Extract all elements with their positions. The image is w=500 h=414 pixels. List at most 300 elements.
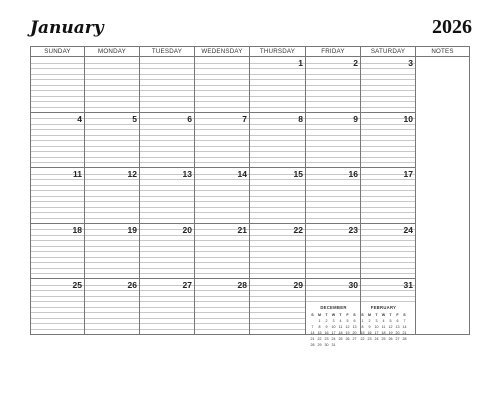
writing-line [85,318,139,319]
day-number: 1 [298,58,303,68]
mini-day: 8 [361,325,364,329]
writing-line [195,101,249,102]
day-cell[interactable] [195,224,250,280]
writing-line [250,212,305,213]
writing-line [140,162,194,163]
writing-line [306,246,360,247]
writing-line [306,301,360,302]
day-number: 12 [127,169,137,179]
mini-day [351,342,358,348]
writing-line [140,318,194,319]
writing-line [85,262,139,263]
day-cell[interactable] [361,57,416,113]
writing-line [195,157,249,158]
writing-line [250,201,305,202]
day-number: 7 [242,113,247,124]
writing-line [140,196,194,197]
writing-line [31,179,84,180]
weekday-header: TUESDAY [140,46,195,57]
writing-line [31,63,84,64]
mini-day: 2 [368,319,371,323]
writing-line [195,273,249,274]
writing-line [250,101,305,102]
writing-line [361,196,415,197]
writing-line [250,124,305,125]
mini-day: 2 [325,319,328,323]
mini-day: 7 [311,325,314,329]
writing-line [85,135,139,136]
writing-line [306,290,360,291]
mini-day [344,342,351,348]
writing-line [361,246,415,247]
writing-line [140,90,194,91]
writing-line [85,251,139,252]
day-number: 3 [408,58,413,68]
empty-day-cell[interactable] [195,57,250,113]
writing-line [140,312,194,313]
mini-day: 14 [310,331,315,335]
day-cell[interactable] [195,168,250,224]
writing-line [361,129,415,130]
day-number: 28 [237,280,247,290]
day-cell[interactable] [85,113,140,169]
writing-line [31,262,84,263]
mini-day: 11 [338,325,343,329]
writing-line [140,74,194,75]
mini-weekday: W [381,313,386,317]
writing-line [195,251,249,252]
mini-day: 10 [374,325,379,329]
writing-line [361,135,415,136]
writing-line [31,68,84,69]
writing-line [31,196,84,197]
writing-line [31,90,84,91]
day-number: 25 [72,280,82,290]
writing-line [85,74,139,75]
mini-day: 1 [318,319,321,323]
notes-header: NOTES [416,46,470,57]
writing-line [31,312,84,313]
mini-day: 5 [389,319,392,323]
day-number: 10 [403,113,413,124]
writing-line [306,68,360,69]
writing-line [195,240,249,241]
writing-line [85,129,139,130]
writing-line [31,257,84,258]
mini-day: 4 [339,319,342,323]
writing-line [140,235,194,236]
writing-line [250,162,305,163]
mini-day: 26 [345,337,350,341]
day-cell[interactable] [85,224,140,280]
writing-line [250,79,305,80]
writing-line [85,151,139,152]
writing-line [195,307,249,308]
day-number: 29 [293,280,303,290]
writing-line [250,190,305,191]
writing-line [195,329,249,330]
day-number: 31 [403,280,413,290]
mini-day: 18 [381,331,386,335]
writing-line [85,246,139,247]
writing-line [250,196,305,197]
day-number: 5 [132,113,137,124]
writing-line [306,207,360,208]
writing-line [361,74,415,75]
mini-day: 13 [395,325,400,329]
writing-line [140,151,194,152]
writing-line [250,218,305,219]
weekday-header: SUNDAY [30,46,85,57]
mini-day: 29 [317,343,322,347]
mini-day: 4 [382,319,385,323]
writing-line [250,307,305,308]
writing-line [306,63,360,64]
writing-line [361,63,415,64]
day-number: 9 [353,113,358,124]
writing-line [85,207,139,208]
writing-line [250,257,305,258]
writing-line [195,312,249,313]
writing-line [85,196,139,197]
writing-line [306,157,360,158]
day-cell[interactable] [140,279,195,335]
writing-line [195,118,249,119]
writing-line [31,301,84,302]
writing-line [140,240,194,241]
mini-calendar [309,305,358,348]
calendar-grid [30,46,470,391]
writing-line [140,218,194,219]
writing-line [31,246,84,247]
day-cell[interactable] [195,279,250,335]
mini-day: 30 [324,343,329,347]
writing-line [195,323,249,324]
writing-line [85,79,139,80]
writing-line [85,157,139,158]
writing-line [140,79,194,80]
writing-line [195,135,249,136]
writing-line [31,307,84,308]
writing-line [250,246,305,247]
mini-day: 7 [403,319,406,323]
writing-line [195,107,249,108]
mini-day: 27 [352,337,357,341]
writing-line [85,329,139,330]
writing-line [195,268,249,269]
mini-day: 15 [317,331,322,335]
writing-line [306,262,360,263]
mini-day: 26 [388,337,393,341]
mini-day: 10 [331,325,336,329]
writing-line [195,162,249,163]
writing-line [140,140,194,141]
weekday-header: WEDENSDAY [195,46,250,57]
mini-day: 8 [318,325,321,329]
mini-weekday: F [346,313,349,317]
mini-day: 18 [338,331,343,335]
mini-day: 14 [402,325,407,329]
writing-line [31,85,84,86]
empty-day-cell[interactable] [140,57,195,113]
writing-line [195,212,249,213]
writing-line [195,90,249,91]
writing-line [85,162,139,163]
day-cell[interactable] [30,224,85,280]
writing-line [31,240,84,241]
writing-line [31,107,84,108]
writing-line [195,290,249,291]
writing-line [85,218,139,219]
mini-weekday: W [331,313,336,317]
day-cell[interactable] [361,113,416,169]
day-number: 6 [187,113,192,124]
writing-line [195,151,249,152]
day-cell[interactable] [195,113,250,169]
day-cell[interactable] [30,279,85,335]
mini-day: 6 [396,319,399,323]
writing-line [140,323,194,324]
writing-line [195,85,249,86]
mini-day: 24 [374,337,379,341]
writing-line [31,329,84,330]
mini-calendar-row [309,342,358,348]
day-cell[interactable] [85,168,140,224]
writing-line [250,185,305,186]
writing-line [140,96,194,97]
mini-day: 31 [331,343,336,347]
writing-line [195,296,249,297]
writing-line [140,246,194,247]
writing-line [140,212,194,213]
mini-day: 16 [367,331,372,335]
writing-line [250,268,305,269]
writing-line [195,179,249,180]
writing-line [195,207,249,208]
writing-line [195,129,249,130]
writing-line [306,296,360,297]
mini-day: 28 [310,343,315,347]
day-cell[interactable] [361,224,416,280]
writing-line [306,85,360,86]
writing-line [306,162,360,163]
mini-weekday: M [368,313,371,317]
writing-line [85,140,139,141]
writing-line [140,262,194,263]
writing-line [361,68,415,69]
mini-day: 21 [310,337,315,341]
writing-line [31,157,84,158]
writing-line [250,135,305,136]
mini-day: 17 [331,331,336,335]
writing-line [306,257,360,258]
writing-line [250,318,305,319]
writing-line [361,140,415,141]
writing-line [140,290,194,291]
writing-line [85,179,139,180]
day-cell[interactable] [140,113,195,169]
day-cell[interactable] [306,113,361,169]
writing-line [250,146,305,147]
writing-line [306,190,360,191]
writing-line [85,273,139,274]
day-cell[interactable] [250,57,306,113]
empty-day-cell[interactable] [30,57,85,113]
writing-line [140,273,194,274]
writing-line [85,201,139,202]
writing-line [361,124,415,125]
mini-day: 17 [374,331,379,335]
writing-line [306,185,360,186]
mini-day: 25 [338,337,343,341]
writing-line [361,262,415,263]
writing-line [140,329,194,330]
writing-line [250,157,305,158]
writing-line [250,151,305,152]
day-number: 18 [72,224,82,235]
writing-line [31,140,84,141]
writing-line [306,179,360,180]
writing-line [250,273,305,274]
writing-line [85,124,139,125]
writing-line [31,290,84,291]
mini-day: 23 [324,337,329,341]
writing-line [306,129,360,130]
day-cell[interactable] [30,168,85,224]
writing-line [306,146,360,147]
writing-line [361,96,415,97]
mini-day: 16 [324,331,329,335]
mini-day: 11 [381,325,386,329]
writing-line [85,190,139,191]
writing-line [195,196,249,197]
writing-line [85,312,139,313]
writing-line [250,118,305,119]
mini-day: 25 [381,337,386,341]
mini-calendar-title: DECEMBER [320,305,347,310]
writing-line [250,262,305,263]
writing-line [250,296,305,297]
writing-line [306,201,360,202]
writing-line [361,185,415,186]
writing-line [361,101,415,102]
writing-line [140,157,194,158]
writing-line [195,79,249,80]
day-cell[interactable] [140,168,195,224]
day-cell[interactable] [250,224,306,280]
day-number: 21 [237,224,247,235]
writing-line [306,124,360,125]
writing-line [250,85,305,86]
day-cell[interactable] [250,279,306,335]
writing-line [31,129,84,130]
writing-line [195,63,249,64]
writing-line [361,301,415,302]
day-cell[interactable] [361,168,416,224]
writing-line [250,74,305,75]
day-cell[interactable] [85,279,140,335]
writing-line [85,107,139,108]
writing-line [250,96,305,97]
writing-line [85,85,139,86]
mini-day: 3 [375,319,378,323]
mini-day: 12 [345,325,350,329]
writing-line [361,157,415,158]
writing-line [85,323,139,324]
writing-line [140,185,194,186]
writing-line [85,63,139,64]
day-cell[interactable] [306,224,361,280]
writing-line [306,74,360,75]
writing-line [31,235,84,236]
writing-line [140,179,194,180]
weekday-header: THURSDAY [250,46,306,57]
writing-line [85,235,139,236]
writing-line [361,257,415,258]
writing-line [306,90,360,91]
day-cell[interactable] [30,113,85,169]
writing-line [306,273,360,274]
writing-line [195,235,249,236]
day-cell[interactable] [250,113,306,169]
writing-line [140,107,194,108]
mini-weekday: T [325,313,328,317]
writing-line [31,251,84,252]
writing-line [361,207,415,208]
writing-line [85,90,139,91]
day-cell[interactable] [140,224,195,280]
writing-line [361,212,415,213]
writing-line [250,312,305,313]
writing-line [140,63,194,64]
day-number: 27 [182,280,192,290]
writing-line [140,135,194,136]
writing-line [85,268,139,269]
writing-line [250,251,305,252]
writing-line [195,318,249,319]
writing-line [195,68,249,69]
day-cell[interactable] [306,57,361,113]
writing-line [31,323,84,324]
writing-line [195,185,249,186]
empty-day-cell[interactable] [85,57,140,113]
day-cell[interactable] [306,168,361,224]
writing-line [361,151,415,152]
day-cell[interactable] [250,168,306,224]
mini-weekday: S [361,313,364,317]
mini-day: 5 [346,319,349,323]
day-number: 4 [77,113,82,124]
writing-line [31,162,84,163]
writing-line [306,196,360,197]
writing-line [250,63,305,64]
writing-line [85,185,139,186]
mini-day: 1 [361,319,364,323]
writing-line [250,329,305,330]
mini-weekday: T [375,313,378,317]
writing-line [31,190,84,191]
mini-calendar-title: FEBRUARY [370,305,397,310]
writing-line [140,68,194,69]
mini-calendar-row [359,336,408,342]
notes-area[interactable] [416,57,470,335]
writing-line [361,240,415,241]
writing-line [195,301,249,302]
mini-day: 22 [360,337,365,341]
writing-line [250,207,305,208]
writing-line [195,146,249,147]
mini-weekday: M [318,313,321,317]
